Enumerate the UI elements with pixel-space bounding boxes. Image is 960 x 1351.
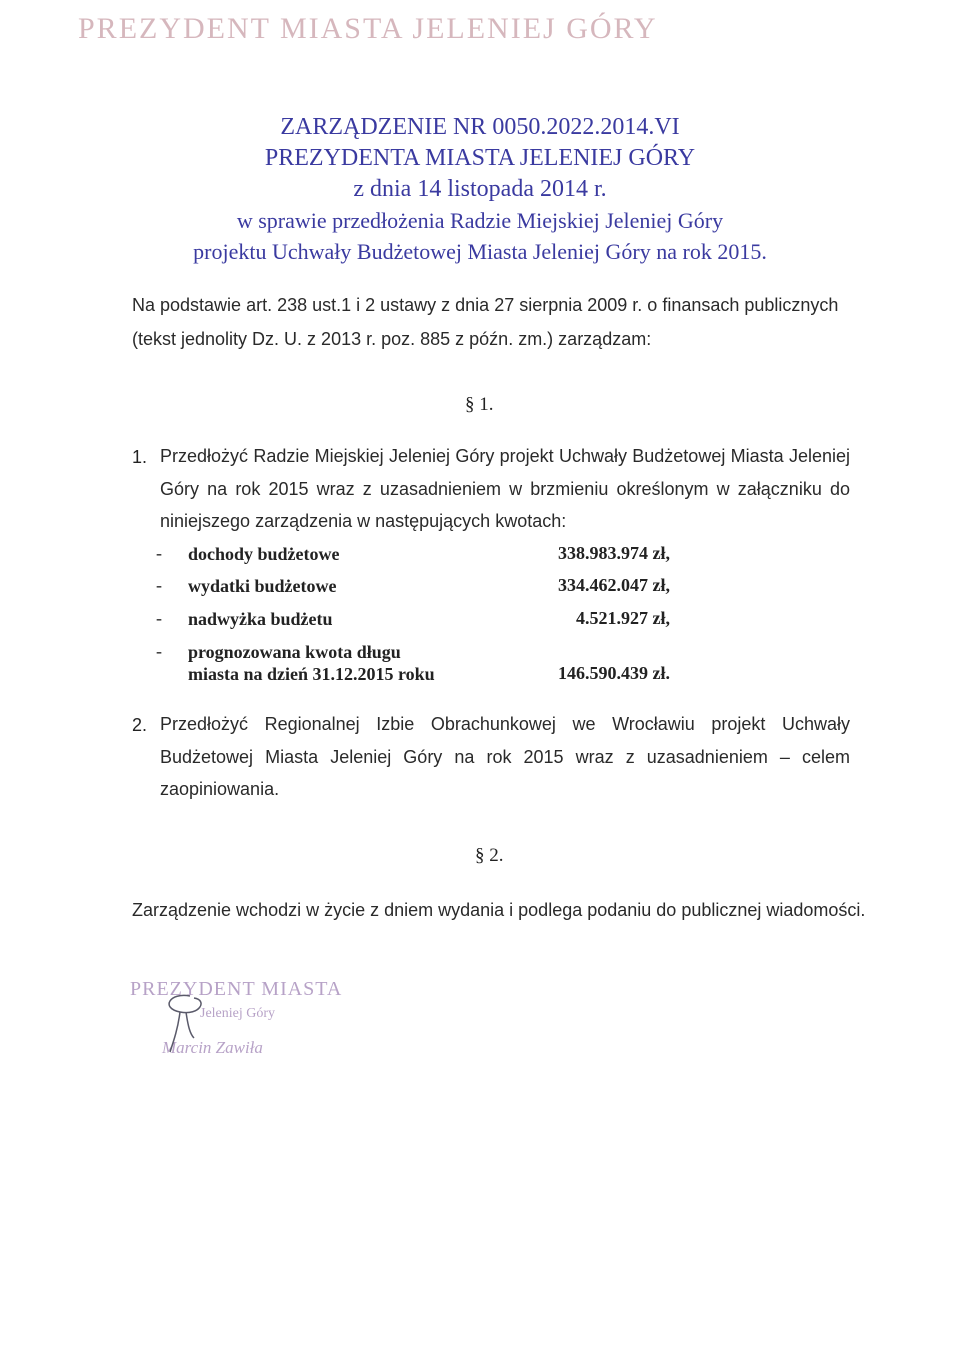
section-1-mark: § 1. [465,394,494,415]
item-2-number: 2. [132,715,148,735]
budget-dash: - [156,543,162,563]
title-line-2: PREZYDENTA MIASTA JELENIEJ GÓRY [264,145,696,171]
item-1-number: 1. [132,447,148,467]
budget-label-line-1: prognozowana kwota długu [188,642,401,662]
stamp-line-2: Jeleniej Góry [200,1006,276,1021]
budget-dash: - [156,608,162,628]
item-1-text: Przedłożyć Radzie Miejskiej Jeleniej Góry projekt Uchwały Budżetowej Miasta Jeleniej Góry na rok 2015 wraz z uzasadnieniem w brzmieniu określonym w załączniku do niniejszego zarządzenia w następujących kwotach: [160,446,850,531]
title-date: z dnia 14 listopada 2014 r. [353,176,607,202]
section-2-text: Zarządzenie wchodzi w życie z dniem wydania i podlega podaniu do publicznej wiadomości. [132,900,866,920]
stamp-line-3: Marcin Zawiła [162,1038,263,1057]
budget-row-debt [150,641,710,687]
budget-row-surplus [150,608,710,640]
budget-dash: - [156,641,162,661]
budget-value: 334.462.047 zł, [558,575,670,595]
stamp-line-1: PREZYDENT MIASTA [130,978,343,1000]
budget-label [188,641,435,685]
section-2-mark: § 2. [475,845,504,866]
handwritten-signature-icon [150,978,220,1058]
budget-value: 4.521.927 zł, [576,608,670,628]
preamble-line-1: Na podstawie art. 238 ust.1 i 2 ustawy z dnia 27 sierpnia 2009 r. o finansach publicznych [132,295,839,315]
subject-line-2: projektu Uchwały Budżetowej Miasta Jeleniej Góry na rok 2015. [193,239,767,264]
budget-label: nadwyżka budżetu [188,609,333,629]
budget-row-expenses [150,575,710,607]
document-subject [0,205,960,267]
budget-label: wydatki budżetowe [188,576,337,596]
preamble-line-2: (tekst jednolity Dz. U. z 2013 r. poz. 885 z późn. zm.) zarządzam: [132,329,652,349]
title-line-1: ZARZĄDZENIE NR 0050.2022.2014.VI [280,114,680,140]
budget-dash: - [156,575,162,595]
budget-value: 146.590.439 zł. [558,663,670,683]
preamble [132,288,852,356]
budget-row-income [150,543,710,575]
subject-line-1: w sprawie przedłożenia Radzie Miejskiej Jeleniej Góry [236,208,724,233]
signature-stamp [130,978,350,1068]
document-title [0,112,960,205]
item-2-text: Przedłożyć Regionalnej Izbie Obrachunkowej we Wrocławiu projekt Uchwały Budżetowej Miasta Jeleniej Góry na rok 2015 wraz z uzasadnieniem – celem zaopiniowania. [160,714,850,799]
header-stamp: PREZYDENT MIASTA JELENIEJ GÓRY [78,12,658,45]
budget-label: dochody budżetowe [188,544,340,564]
budget-label-line-2: miasta na dzień 31.12.2015 roku [188,664,435,684]
budget-value: 338.983.974 zł, [558,543,670,563]
